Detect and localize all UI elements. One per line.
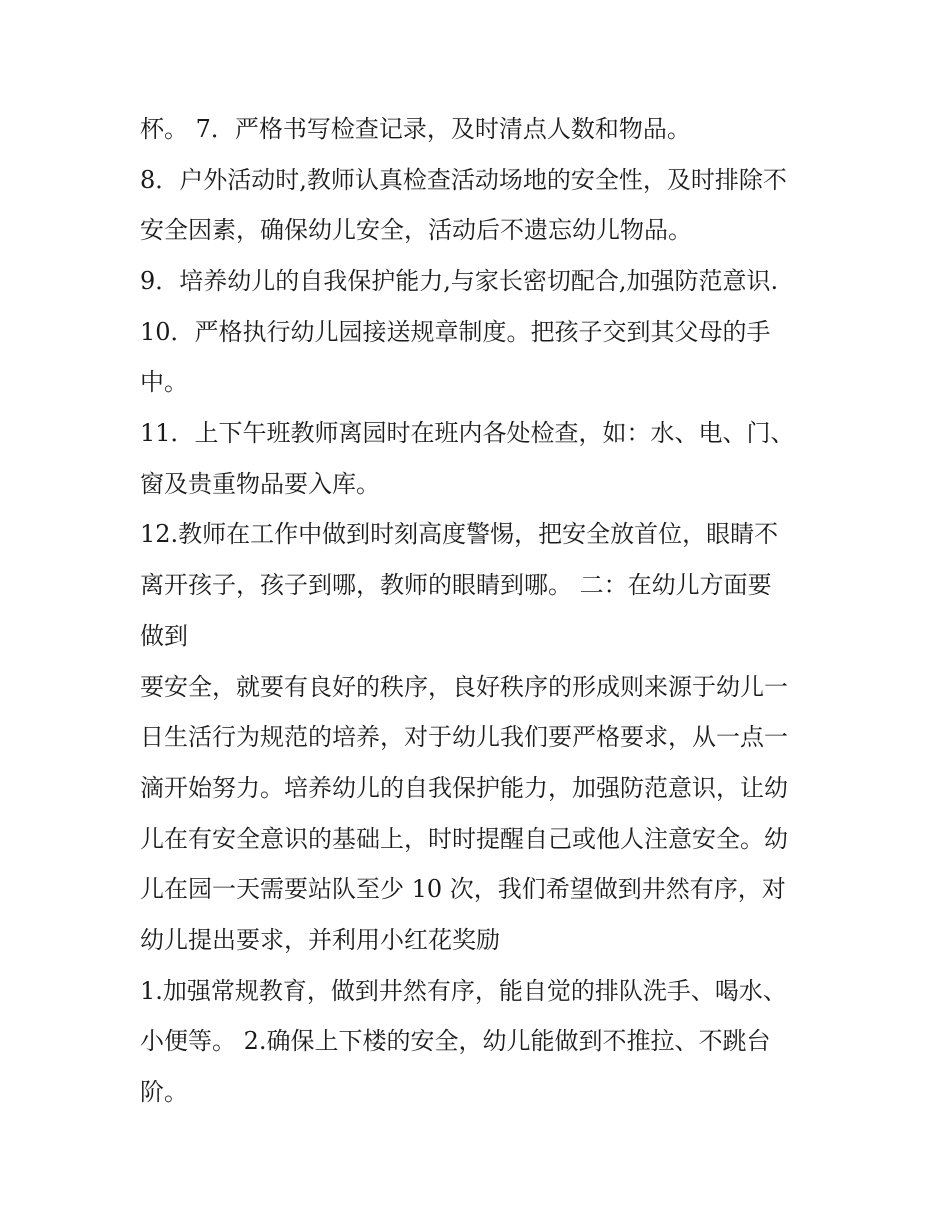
text-line: 11．上下午班教师离园时在班内各处检查，如：水、电、门、 [140,419,795,447]
text-line: 做到 [140,622,188,650]
text-line: 滴开始努力。培养幼儿的自我保护能力，加强防范意识，让幼 [140,774,788,802]
text-line: 1.加强常规教育，做到井然有序，能自觉的排队洗手、喝水、 [140,977,787,1005]
text-line: 小便等。 2.确保上下楼的安全，幼儿能做到不推拉、不跳台 [140,1027,771,1055]
text-line: 儿在有安全意识的基础上，时时提醒自己或他人注意安全。幼 [140,825,788,853]
text-line: 8．户外活动时,教师认真检查活动场地的安全性，及时排除不 [140,166,787,194]
text-line: 中。 [140,368,188,396]
text-line: 儿在园一天需要站队至少 10 次，我们希望做到井然有序，对 [140,875,786,903]
text-line: 安全因素，确保幼儿安全，活动后不遗忘幼儿物品。 [140,216,692,244]
text-line: 10．严格执行幼儿园接送规章制度。把孩子交到其父母的手 [140,318,771,346]
text-line: 12.教师在工作中做到时刻高度警惕，把安全放首位，眼睛不 [140,520,779,548]
text-line: 要安全，就要有良好的秩序，良好秩序的形成则来源于幼儿一 [140,673,788,701]
text-line: 9．培养幼儿的自我保护能力,与家长密切配合,加强防范意识. [140,267,779,295]
text-line: 杯。 7．严格书写检查记录，及时清点人数和物品。 [140,115,691,143]
text-line: 离开孩子，孩子到哪，教师的眼睛到哪。 二：在幼儿方面要 [140,571,772,599]
text-line: 阶。 [140,1078,188,1106]
text-line: 窗及贵重物品要入库。 [140,470,380,498]
text-line: 幼儿提出要求，并利用小红花奖励 [140,926,500,954]
text-line: 日生活行为规范的培养，对于幼儿我们要严格要求，从一点一 [140,723,788,751]
